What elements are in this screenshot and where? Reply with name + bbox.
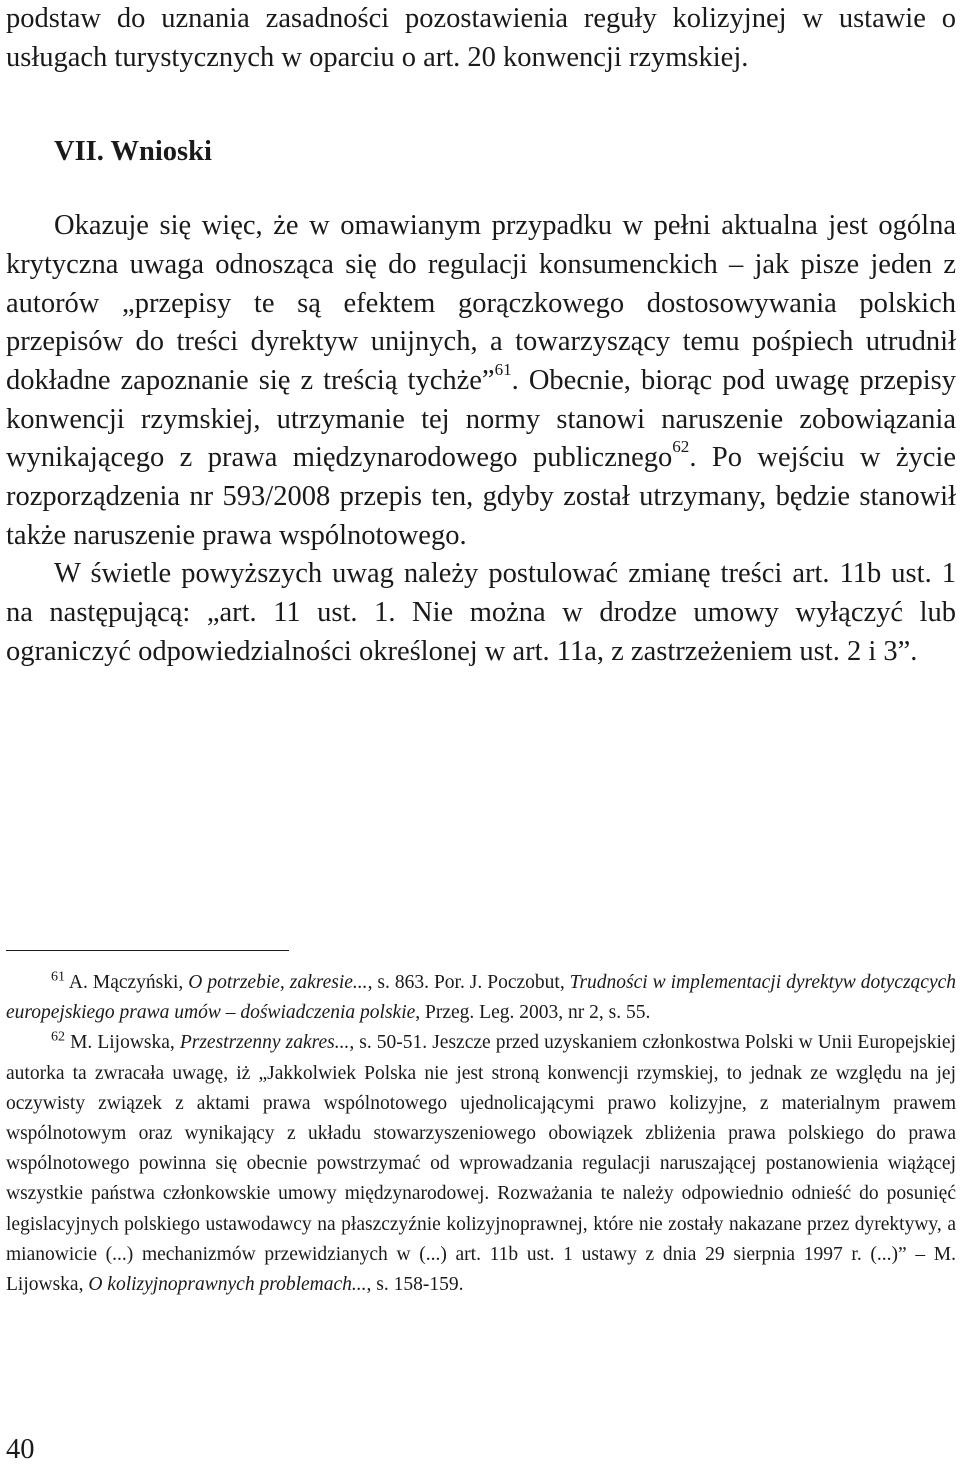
- main-text: [6, 0, 956, 672]
- footnote-ref[interactable]: 61: [494, 360, 512, 380]
- section-heading: VII. Wnioski: [54, 136, 212, 168]
- page-number: 40: [6, 1434, 35, 1465]
- footnotes-section: [6, 950, 956, 1300]
- footnote-ref[interactable]: 62: [672, 437, 690, 457]
- footnote-title: Trudności w implementacji dyrektyw dotyczących europejskiego prawa umów – doświadczenia polskie: [6, 972, 956, 1024]
- footnote-title: O potrzebie, zakresie...: [188, 972, 368, 993]
- intro-paragraph: podstaw do uznania zasadności pozostawienia reguły kolizyjnej w ustawie o usługach turystycznych w oparciu o art. 20 konwencji rzymskiej.: [6, 3, 956, 73]
- paragraph-text: Okazuje się więc, że w omawianym przypadku w pełni aktualna jest ogólna krytyczna uwaga odnosząca się do regulacji konsumenckich – jak pisze jeden z autorów „przepisy te są efektem gorączkowego dostosowywania polskich przepisów do treści dyrektyw unijnych, a towarzyszący temu pośpiech utrudnił dokładne zapoznanie się z treścią tychże”: [6, 210, 956, 396]
- paragraph-postulate: W świetle powyższych uwag należy postulować zmianę treści art. 11b ust. 1 na następującą: „art. 11 ust. 1. Nie można w drodze umowy wyłączyć lub ograniczyć odpowiedzialności określonej w art. 11a, z zastrzeżeniem ust. 2 i 3”.: [6, 558, 956, 667]
- footnote-text: , s. 50-51. Jeszcze przed uzyskaniem członkostwa Polski w Unii Europejskiej autorka ta zwracała uwagę, iż „Jakkolwiek Polska nie jest stroną konwencji rzymskiej, to jednak ze względu na jej oczywisty związek z aktami prawa wspólnotowego ujednolicającymi prawo kolizyjne, z materialnym prawem wspólnotowym oraz wynikający z układu stowarzyszeniowego obowiązek zbliżenia prawa polskiego do prawa wspólnotowego powinna się obecnie powstrzymać od wprowadzania regulacji naruszającej postanowienia wiążącej wszystkie państwa członkowskie umowy międzynarodowej. Rozważania te należy odpowiednio odnieść do posunięć legislacyjnych polskiego ustawodawcy na płaszczyźnie kolizyjnoprawnej, które nie zostały nakazane przez dyrektywy, a mianowicie (...) mechanizmów przewidzianych w (...) art. 11b ust. 1 ustawy z dnia 29 sierpnia 1997 r. (...)” – M. Lijowska,: [6, 1032, 956, 1296]
- footnote-title: O kolizyjnoprawnych problemach...: [88, 1274, 367, 1296]
- document-page: [6, 0, 956, 672]
- footnote-61: [6, 968, 956, 1028]
- footnote-text: , s. 158-159.: [366, 1274, 464, 1296]
- footnote-number: 61: [51, 968, 66, 985]
- footnote-title: Przestrzenny zakres...: [179, 1032, 350, 1054]
- footnote-text: M. Lijowska,: [65, 1032, 180, 1054]
- paragraph-text: . Po wejściu w życie rozporządzenia nr 593/2008 przepis ten, gdyby został utrzymany, będzie stanowił także naruszenie prawa wspólnotowego.: [6, 442, 956, 551]
- footnote-text: , Przeg. Leg. 2003, nr 2, s. 55.: [415, 1002, 651, 1024]
- footnote-text: A. Mączyński,: [65, 972, 189, 993]
- footnote-text: , s. 863. Por. J. Poczobut,: [367, 972, 570, 993]
- paragraph-text: . Obecnie, biorąc pod uwagę przepisy konwencji rzymskiej, utrzymanie tej normy stanowi naruszenie zobowiązania wynikającego z prawa międzynarodowego publicznego: [6, 364, 957, 474]
- footnote-number: 62: [51, 1028, 66, 1045]
- footnote-divider: [6, 950, 289, 951]
- paragraph-conclusions: [6, 207, 956, 555]
- footnote-62: [6, 1028, 956, 1300]
